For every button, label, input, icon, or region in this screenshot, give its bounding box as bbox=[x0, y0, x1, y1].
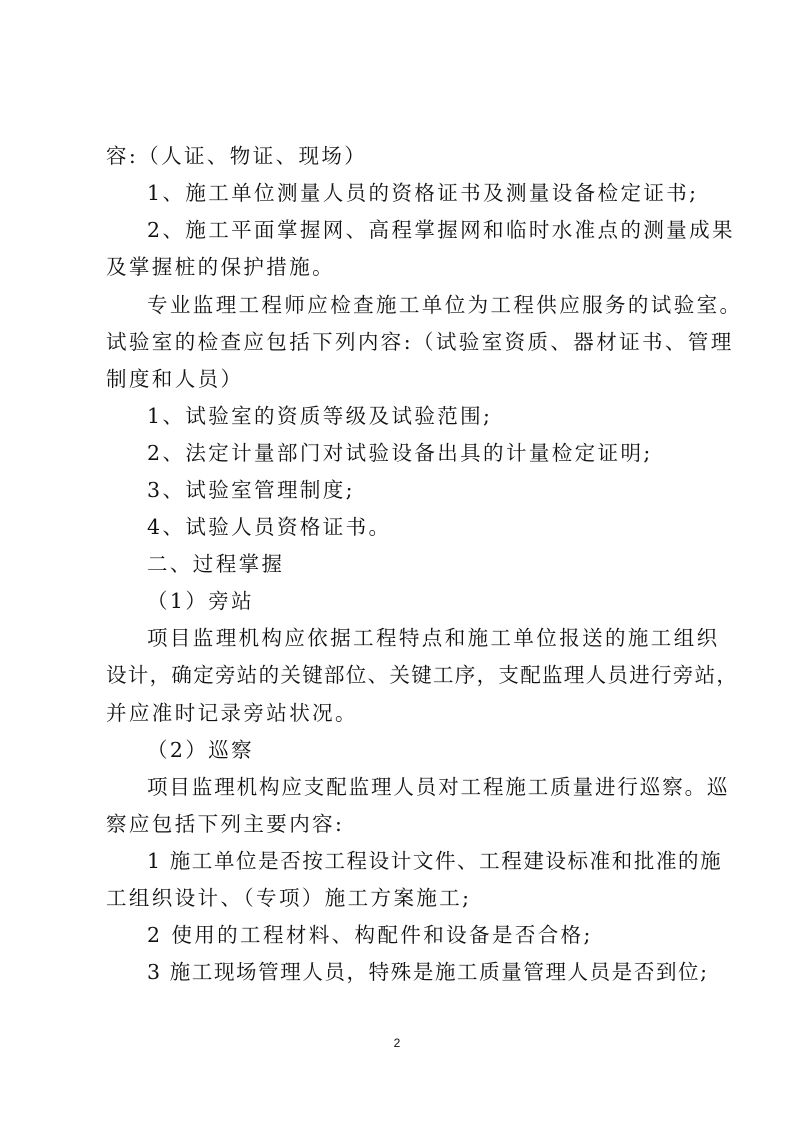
page-number: 2 bbox=[393, 1036, 401, 1050]
text-line: 工组织设计、（专项）施工方案施工; bbox=[106, 886, 472, 910]
text-line: 4、试验人员资格证书。 bbox=[147, 515, 392, 539]
text-line: 2、施工平面掌握网、高程掌握网和临时水准点的测量成果 bbox=[147, 218, 735, 242]
section-heading: 二、过程掌握 bbox=[147, 552, 285, 576]
subsection-heading: （1）旁站 bbox=[147, 589, 255, 613]
text-line: 专业监理工程师应检查施工单位为工程供应服务的试验室。 bbox=[147, 293, 743, 317]
text-line: 项目监理机构应支配监理人员对工程施工质量进行巡察。巡 bbox=[147, 775, 730, 799]
text-line: 1、施工单位测量人员的资格证书及测量设备检定证书; bbox=[147, 181, 699, 205]
text-line: 设计，确定旁站的关键部位、关键工序，支配监理人员进行旁站， bbox=[106, 663, 739, 687]
text-line: 试验室的检查应包括下列内容:（试验室资质、器材证书、管理 bbox=[106, 330, 734, 354]
text-line: 2、法定计量部门对试验设备出具的计量检定证明; bbox=[147, 441, 653, 465]
text-line: 及掌握桩的保护措施。 bbox=[106, 255, 335, 279]
text-line: 3 施工现场管理人员，特殊是施工质量管理人员是否到位; bbox=[147, 960, 709, 984]
text-line: 察应包括下列主要内容: bbox=[106, 812, 345, 836]
text-line: 容:（人证、物证、现场） bbox=[106, 144, 368, 168]
text-line: 2 使用的工程材料、构配件和设备是否合格; bbox=[147, 923, 593, 947]
text-line: 项目监理机构应依据工程特点和施工单位报送的施工组织 bbox=[147, 626, 720, 650]
subsection-heading: （2）巡察 bbox=[147, 738, 255, 762]
text-line: 1 施工单位是否按工程设计文件、工程建设标准和批准的施 bbox=[147, 849, 723, 873]
text-line: 并应准时记录旁站状况。 bbox=[106, 701, 358, 725]
text-line: 1、试验室的资质等级及试验范围; bbox=[147, 404, 493, 428]
text-line: 3、试验室管理制度; bbox=[147, 478, 355, 502]
text-line: 制度和人员） bbox=[106, 367, 244, 391]
